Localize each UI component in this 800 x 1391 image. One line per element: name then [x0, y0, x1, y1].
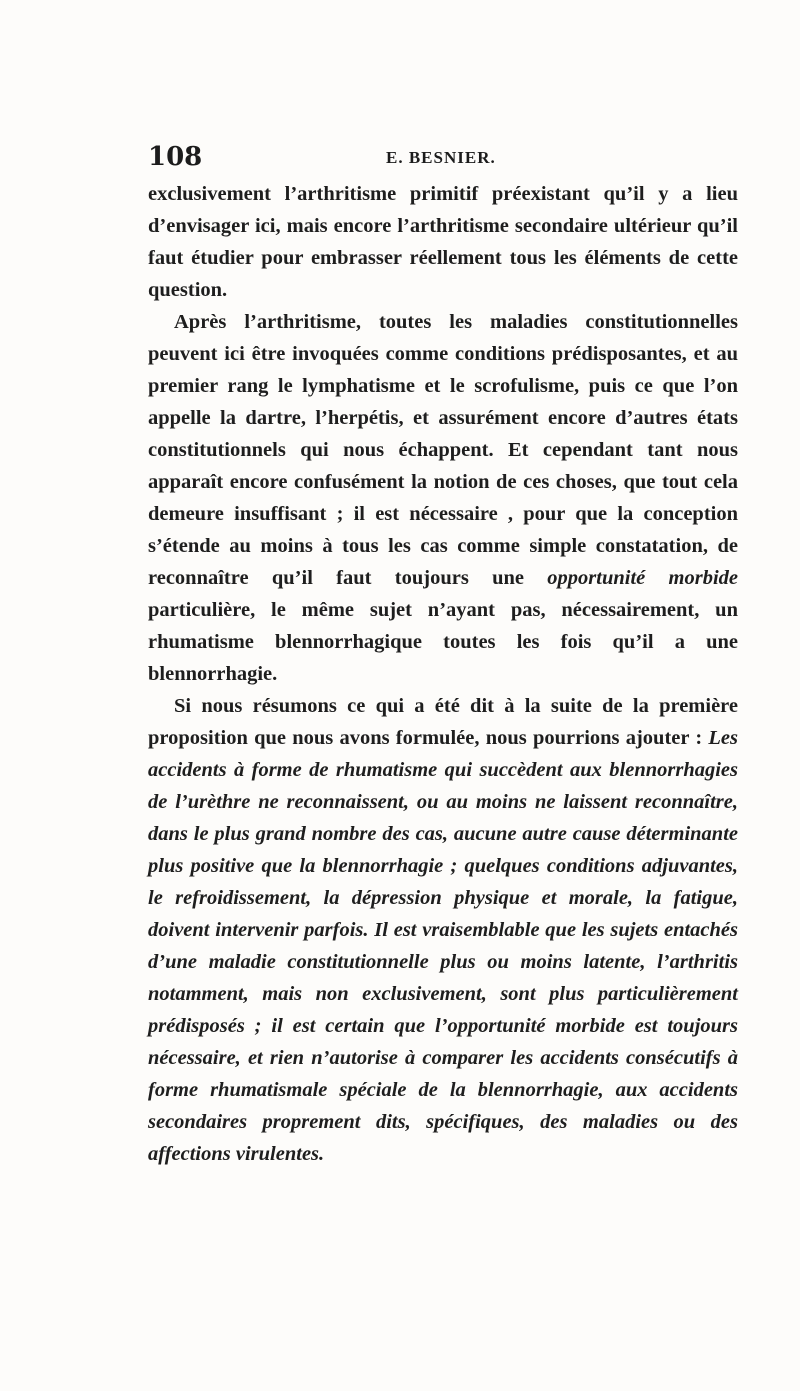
paragraph-continuation — [148, 178, 738, 306]
page-number: 108 — [148, 142, 203, 172]
paragraph-predisposition — [148, 306, 738, 690]
text-span: exclusivement l’arthritisme primitif préexistant qu’il y a lieu d’envisager ici, mais encore l’arthritisme secondaire ultérieur qu’il faut étudier pour embrasser réellement tous les éléments de cette question. — [148, 183, 738, 301]
italic-term: opportunité morbide — [547, 567, 739, 589]
italic-conclusion: Les accidents à forme de rhumatisme qui succèdent aux blennorrhagies de l’urèthre ne reconnaissent, ou au moins ne laissent reconnaître, dans le plus grand nombre des cas, aucune autre cause déterminante plus positive que la blennorrhagie ; quelques conditions adjuvantes, le refroidissement, la dépression physique et morale, la fatigue, doivent intervenir parfois. Il est vraisemblable que les sujets entachés d’une maladie constitutionnelle plus ou moins latente, l’arthritis notamment, mais non exclusivement, sont plus particulièrement prédisposés ; il est certain que l’opportunité morbide est toujours nécessaire, et rien n’autorise à comparer les accidents consécutifs à forme rhumatismale spéciale de la blennorrhagie, aux accidents secondaires proprement dits, spécifiques, des maladies ou des affections virulentes. — [148, 727, 738, 1165]
running-head: E. BESNIER. — [386, 148, 496, 167]
body-text — [148, 178, 738, 1170]
page-header — [148, 142, 738, 182]
paragraph-summary — [148, 690, 738, 1170]
text-span: particulière, le même sujet n’ayant pas, nécessairement, un rhumatisme blennorrhagique toutes les fois qu’il a une blennorrhagie. — [148, 599, 738, 685]
text-span: Si nous résumons ce qui a été dit à la suite de la première proposition que nous avons formulée, nous pourrions ajouter : — [148, 695, 738, 749]
text-span: Après l’arthritisme, toutes les maladies constitutionnelles peuvent ici être invoquées comme conditions prédisposantes, et au premier rang le lymphatisme et le scrofulisme, puis ce que l’on appelle la dartre, l’herpétis, et assurément encore d’autres états constitutionnels qui nous échappent. Et cependant tant nous apparaît encore confusément la notion de ces choses, que tout cela demeure insuffisant ; il est nécessaire , pour que la conception s’étende au moins à tous les cas comme simple constatation, de reconnaître qu’il faut toujours une — [148, 311, 738, 589]
